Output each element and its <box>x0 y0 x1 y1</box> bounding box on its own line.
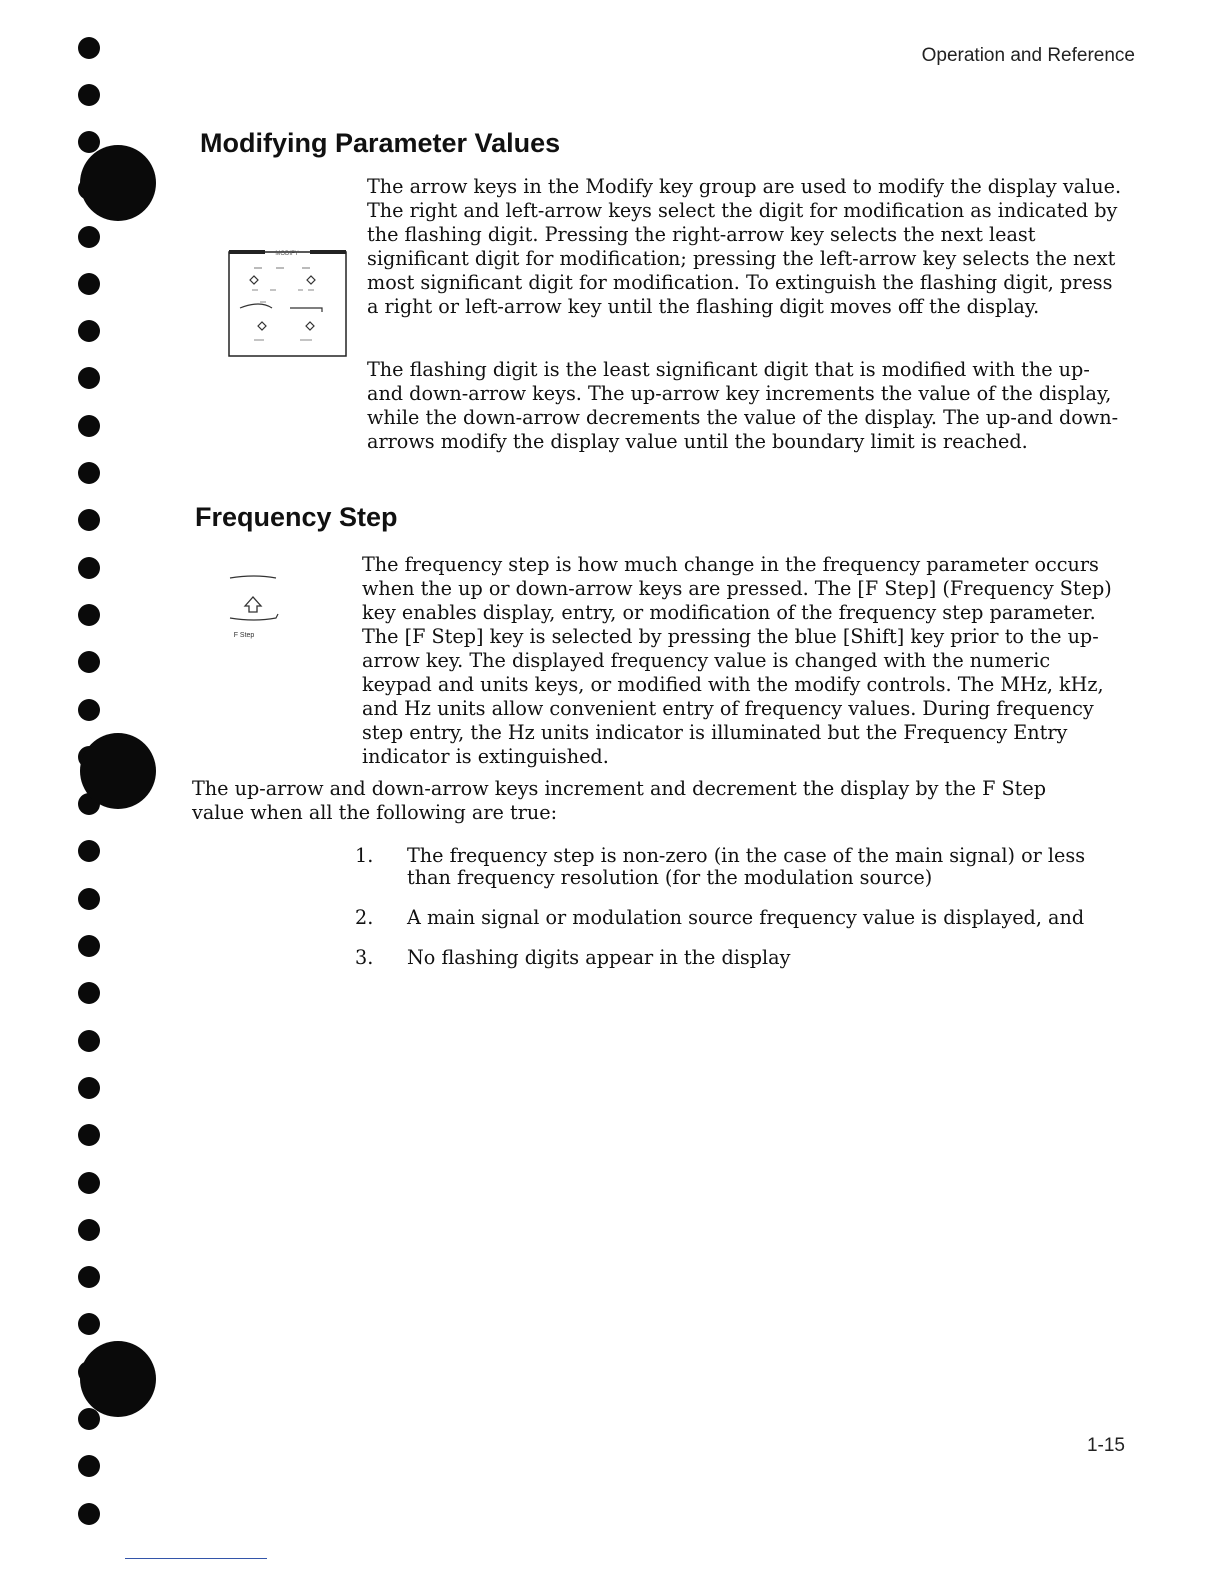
binder-hole <box>78 651 100 673</box>
binder-hole <box>78 982 100 1004</box>
list-item-number: 2. <box>355 906 374 929</box>
binder-hole <box>78 226 100 248</box>
f-step-key-figure <box>222 570 284 642</box>
list-item <box>355 845 1115 889</box>
binder-ring-hole <box>80 1341 156 1417</box>
modify-key-group-figure <box>228 250 347 357</box>
page-number: 1-15 <box>1086 1435 1125 1456</box>
binder-hole <box>78 37 100 59</box>
f-step-key-label: F Step <box>233 632 255 639</box>
binder-hole <box>78 1172 100 1194</box>
binder-hole <box>78 1503 100 1525</box>
section-heading-modifying: Modifying Parameter Values <box>200 128 561 158</box>
binder-hole <box>78 1455 100 1477</box>
up-arrow-key-icon <box>222 570 284 642</box>
binder-ring-hole <box>80 145 156 221</box>
list-item <box>355 907 1115 929</box>
binder-hole <box>78 1408 100 1430</box>
frequency-step-para-1: The frequency step is how much change in the frequency parameter occurs when the up or down-arrow keys are pressed. The [F Step] (Frequency Step) key enables display, entry, or modification of the frequency step parameter. The [F Step] key is selected by pressing the blue [Shift] key prior to the up-arrow key. The displayed frequency value is changed with the numeric keypad and units keys, or modified with the modify controls. The MHz, kHz, and Hz units allow convenient entry of frequency values. During frequency step entry, the Hz units indicator is illuminated but the Frequency Entry indicator is extinguished. <box>362 553 1112 768</box>
list-item <box>355 947 1115 969</box>
binder-hole <box>78 1219 100 1241</box>
binder-hole <box>78 1266 100 1288</box>
binder-hole <box>78 1030 100 1052</box>
list-item-number: 1. <box>355 844 374 867</box>
binder-hole <box>78 320 100 342</box>
conditions-list <box>355 845 1115 987</box>
binder-hole <box>78 273 100 295</box>
list-item-text: The frequency step is non-zero (in the case of the main signal) or less than frequency resolution (for the modulation source) <box>407 844 1086 889</box>
binder-hole <box>78 1124 100 1146</box>
binder-hole <box>78 462 100 484</box>
modify-keys-icon <box>228 250 347 357</box>
binder-hole <box>78 1077 100 1099</box>
figure-label: MODIFY <box>275 251 299 257</box>
binder-hole <box>78 935 100 957</box>
section-heading-frequency-step: Frequency Step <box>195 502 398 532</box>
running-head: Operation and Reference <box>921 45 1135 66</box>
binder-hole <box>78 840 100 862</box>
list-item-number: 3. <box>355 946 374 969</box>
footer-rule <box>125 1558 267 1559</box>
binder-ring-hole <box>80 733 156 809</box>
binder-hole <box>78 367 100 389</box>
binder-hole <box>78 1313 100 1335</box>
binder-hole <box>78 888 100 910</box>
binder-hole <box>78 557 100 579</box>
list-item-text: A main signal or modulation source frequency value is displayed, and <box>407 906 1085 929</box>
binder-hole <box>78 604 100 626</box>
frequency-step-para-2: The up-arrow and down-arrow keys increment and decrement the display by the F Step value when all the following are true: <box>192 777 1047 824</box>
modify-para-2: The flashing digit is the least significant digit that is modified with the up- and down-arrow keys. The up-arrow key increments the value of the display, while the down-arrow decrements the value of the display. The up-and down-arrows modify the display value until the boundary limit is reached. <box>367 358 1119 453</box>
binder-hole <box>78 84 100 106</box>
binder-hole <box>78 509 100 531</box>
binder-hole <box>78 131 100 153</box>
list-item-text: No flashing digits appear in the display <box>407 946 791 969</box>
binder-hole <box>78 699 100 721</box>
binder-hole <box>78 415 100 437</box>
modify-para-1: The arrow keys in the Modify key group are used to modify the display value. The right and left-arrow keys select the digit for modification as indicated by the flashing digit. Pressing the right-arrow key selects the next least significant digit for modification; pressing the left-arrow key selects the next most significant digit for modification. To extinguish the flashing digit, press a right or left-arrow key until the flashing digit moves off the display. <box>367 175 1122 318</box>
